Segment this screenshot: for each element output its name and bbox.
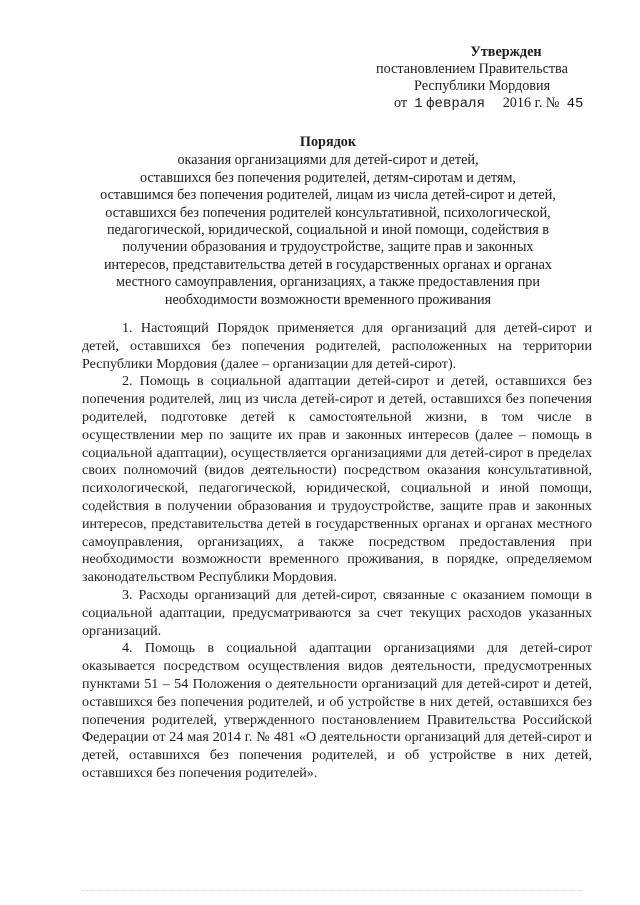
heading-line: необходимости возможности временного проживания (164, 291, 492, 308)
scan-artifact-line (82, 884, 582, 891)
document-body (82, 320, 592, 783)
heading-line: интересов, представительства детей в государственных органах и органах (103, 256, 553, 273)
date-month: февраля (426, 96, 485, 112)
approval-line-2: Республики Мордовия (414, 78, 551, 94)
date-day: 1 (414, 96, 423, 112)
approval-title: Утвержден (470, 44, 542, 60)
decree-number: 45 (566, 96, 584, 112)
date-prefix: от (394, 95, 408, 111)
document-title: Порядок (299, 134, 357, 150)
paragraph-2: 2. Помощь в социальной адаптации детей-сирот и детей, оставшихся без попечения родителей, лиц из числа детей-сирот и детей, оставшихся без попечения родителей, подготовке детей к самостоятельной жизни, в том числе в осуществлении мер по защите их прав и законных интересов (далее – помощь в социальной адаптации), осуществляется организациями для детей-сирот в пределах своих полномочий (видов деятельности) посредством оказания консультативной, психологической, педагогической, юридической, социальной и иной помощи, содействия в получении образования и трудоустройстве, защите прав и законных интересов, представительства детей в государственных органах и органах местного самоуправления, организациях, а также посредством предоставления при необходимости возможности временного проживания, в порядке, определяемом законодательством Республики Мордовия. (82, 373, 592, 586)
paragraph-1: 1. Настоящий Порядок применяется для организаций для детей-сирот и детей, оставшихся без попечения родителей, расположенных на территории Республики Мордовия (далее – организации для детей-сирот). (82, 320, 592, 372)
heading-line: педагогической, юридической, социальной и иной помощи, содействия в (106, 222, 550, 239)
approval-line-1: постановлением Правительства (376, 61, 568, 77)
heading-line: оказания организациями для детей-сирот и детей, (177, 152, 479, 169)
paragraph-3: 3. Расходы организаций для детей-сирот, связанные с оказанием помощи в социальной адаптации, предусматриваются за счет текущих расходов указанных организаций. (82, 586, 592, 639)
approval-stamp (372, 44, 602, 113)
approval-date (372, 95, 602, 113)
heading-line: оставшимся без попечения родителей, лицам из числа детей-сирот и детей, (100, 187, 556, 204)
heading-line: местного самоуправления, организациях, а также предоставления при (116, 274, 540, 291)
heading-line: оставшихся без попечения родителей консультативной, психологической, (105, 204, 551, 221)
date-year: 2016 г. № (502, 95, 560, 111)
heading-line: оставшихся без попечения родителей, детям-сиротам и детям, (140, 169, 516, 186)
paragraph-4: 4. Помощь в социальной адаптации организациями для детей-сирот оказывается посредством осуществления видов деятельности, предусмотренных пунктами 51 – 54 Положения о деятельности организаций для детей-сирот и детей, оставшихся без попечения родителей, и об устройстве в них детей, оставшихся без попечения родителей, утвержденного постановлением Правительства Российской Федерации от 24 мая 2014 г. № 481 «О деятельности организаций для детей-сирот и детей, оставшихся без попечения родителей, и об устройстве в них детей, оставшихся без попечения родителей». (82, 640, 592, 781)
heading-line: получении образования и трудоустройстве, защите прав и законных (122, 239, 534, 256)
document-heading (80, 134, 576, 309)
